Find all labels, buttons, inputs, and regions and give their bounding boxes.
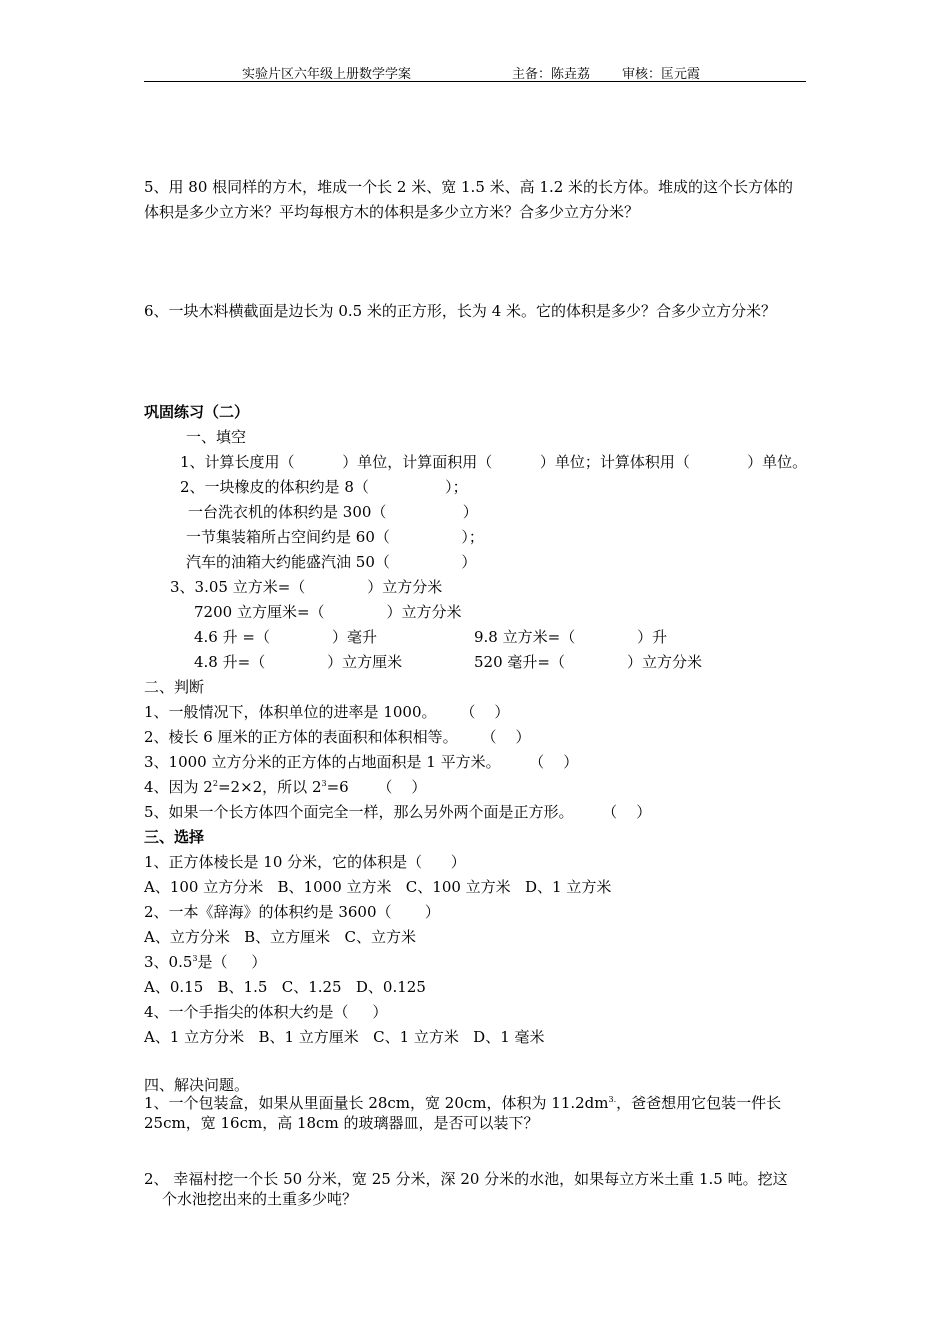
judge-q5: 5、如果一个长方体四个面完全一样，那么另外两个面是正方形。 （ ） [144,803,652,821]
choice-heading: 三、选择 [144,828,205,846]
fill-q2d: 汽车的油箱大约能盛汽油 50（ ） [186,553,477,571]
problem-5-line-1: 5、用 80 根同样的方木，堆成一个长 2 米、宽 1.5 米、高 1.2 米的长方体。堆成的这个长方体的 [144,178,794,196]
choice-q3-options: A、0.15 B、1.5 C、1.25 D、0.125 [144,978,426,996]
choice-q1: 1、正方体棱长是 10 分米，它的体积是（ ） [144,853,466,871]
document-title: 实验片区六年级上册数学学案 [242,67,412,82]
fill-q2c: 一节集装箱所占空间约是 60（ ）； [186,528,484,546]
preparer-label: 主备：陈垚荔 [512,67,591,82]
choice-q2: 2、一本《辞海》的体积约是 3600（ ） [144,903,440,921]
fill-q2b: 一台洗衣机的体积约是 300（ ） [188,503,478,521]
judge-q2: 2、棱长 6 厘米的正方体的表面积和体积相等。 （ ） [144,728,531,746]
solve-q1-line-1: 1、一个包装盒，如果从里面量长 28cm，宽 20cm，体积为 $11.2dm^{3.}$，爸爸想用它包装一件长 [144,1094,782,1112]
header-rule [144,81,806,82]
fill-q3c-left: 4.6 升 =（ ）毫升 [194,628,377,646]
fill-q2a: 2、一块橡皮的体积约是 8（ ）； [180,478,468,496]
judge-q1: 1、一般情况下，体积单位的进率是 1000。 （ ） [144,703,510,721]
problem-6: 6、一块木料横截面是边长为 0.5 米的正方形，长为 4 米。它的体积是多少？合多少立方分米？ [144,302,777,320]
problem-5-line-2: 体积是多少立方米？平均每根方木的体积是多少立方米？合多少立方分米？ [144,203,640,221]
fill-q3c-right: 9.8 立方米=（ ）升 [474,628,668,646]
solve-heading: 四、解决问题。 [144,1076,250,1094]
reviewer-label: 审核：匡元霞 [622,67,701,82]
fill-q3a: 3、3.05 立方米=（ ）立方分米 [170,578,443,596]
fill-q1: 1、计算长度用（ ）单位，计算面积用（ ）单位；计算体积用（ ）单位。 [180,453,808,471]
judge-heading: 二、判断 [144,678,205,696]
solve-q2-line-1: 2、 幸福村挖一个长 50 分米，宽 25 分米，深 20 分米的水池，如果每立方米土重 1.5 吨。挖这 [144,1170,788,1188]
fill-q3d-left: 4.8 升=（ ）立方厘米 [194,653,403,671]
choice-q3: 3、$0.5^3$是（ ） [144,953,267,971]
solve-q1-line-2: 25cm，宽 16cm，高 18cm 的玻璃器皿，是否可以装下？ [144,1114,539,1132]
choice-q4: 4、一个手指尖的体积大约是（ ） [144,1003,388,1021]
choice-q4-options: A、1 立方分米 B、1 立方厘米 C、1 立方米 D、1 毫米 [144,1028,545,1046]
choice-q1-options: A、100 立方分米 B、1000 立方米 C、100 立方米 D、1 立方米 [144,878,612,896]
section-title: 巩固练习（二） [144,403,250,421]
fill-heading: 一、填空 [186,428,247,446]
solve-q2-line-2: 个水池挖出来的土重多少吨？ [162,1190,358,1208]
fill-q3b: 7200 立方厘米=（ ）立方分米 [194,603,462,621]
judge-q4: 4、因为 $2^2=2\times 2$，所以 $2^3=6$ （ ） [144,778,427,796]
judge-q3: 3、1000 立方分米的正方体的占地面积是 1 平方米。 （ ） [144,753,579,771]
fill-q3d-right: 520 毫升=（ ）立方分米 [474,653,702,671]
choice-q2-options: A、立方分米 B、立方厘米 C、立方米 [144,928,416,946]
